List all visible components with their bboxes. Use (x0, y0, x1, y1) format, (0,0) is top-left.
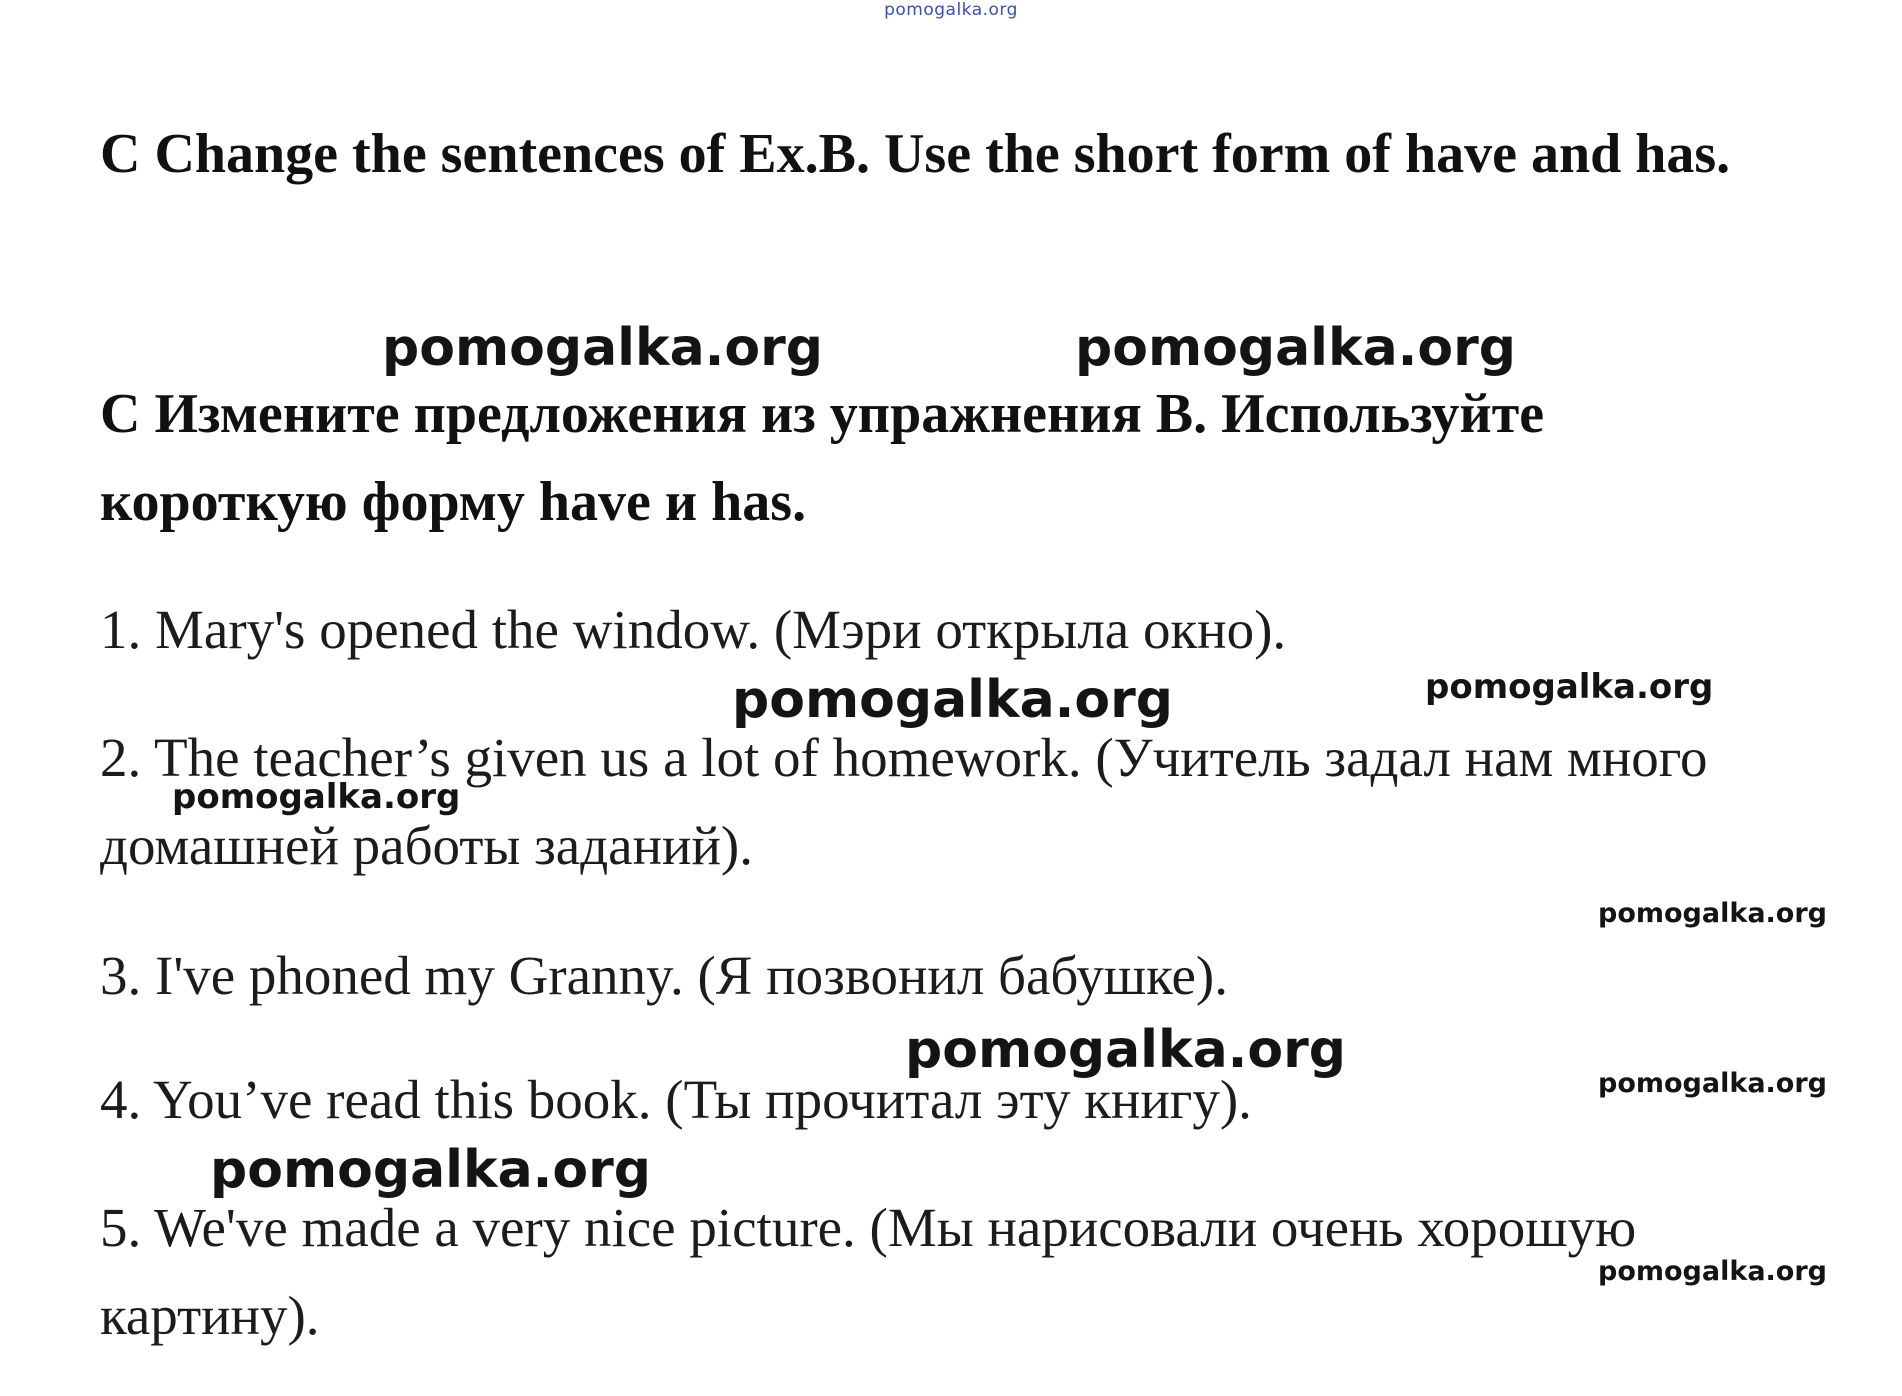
answer-3: 3. I've phoned my Granny. (Я позвонил бабушке). (100, 945, 1228, 1006)
watermark: pomogalka.org (382, 318, 824, 378)
header-watermark: pomogalka.org (884, 0, 1018, 20)
answer-2-line2: домашней работы заданий). (100, 815, 753, 876)
answer-5-line1: 5. We've made a very nice picture. (Мы нарисовали очень хорошую (100, 1197, 1637, 1258)
watermark: pomogalka.org (172, 777, 461, 817)
task-title-en: C Change the sentences of Ex.B. Use the short form of have and has. (100, 123, 1731, 185)
task-title-ru-line1: C Измените предложения из упражнения B. Используйте (100, 383, 1545, 445)
watermark: pomogalka.org (1075, 318, 1517, 378)
watermark: pomogalka.org (1598, 1256, 1827, 1287)
task-title-ru-line2: короткую форму have и has. (100, 471, 807, 533)
answer-4: 4. You’ve read this book. (Ты прочитал эту книгу). (100, 1069, 1252, 1130)
watermark: pomogalka.org (905, 1020, 1347, 1080)
watermark: pomogalka.org (1598, 1068, 1827, 1099)
watermark: pomogalka.org (1425, 667, 1714, 707)
answer-2-line1: 2. The teacher’s given us a lot of homework. (Учитель задал нам много (100, 727, 1708, 788)
watermark: pomogalka.org (1598, 898, 1827, 929)
answer-5-line2: картину). (100, 1285, 320, 1346)
answer-1: 1. Mary's opened the window. (Мэри открыла окно). (100, 599, 1287, 660)
watermark: pomogalka.org (210, 1140, 652, 1200)
watermark: pomogalka.org (732, 670, 1174, 730)
